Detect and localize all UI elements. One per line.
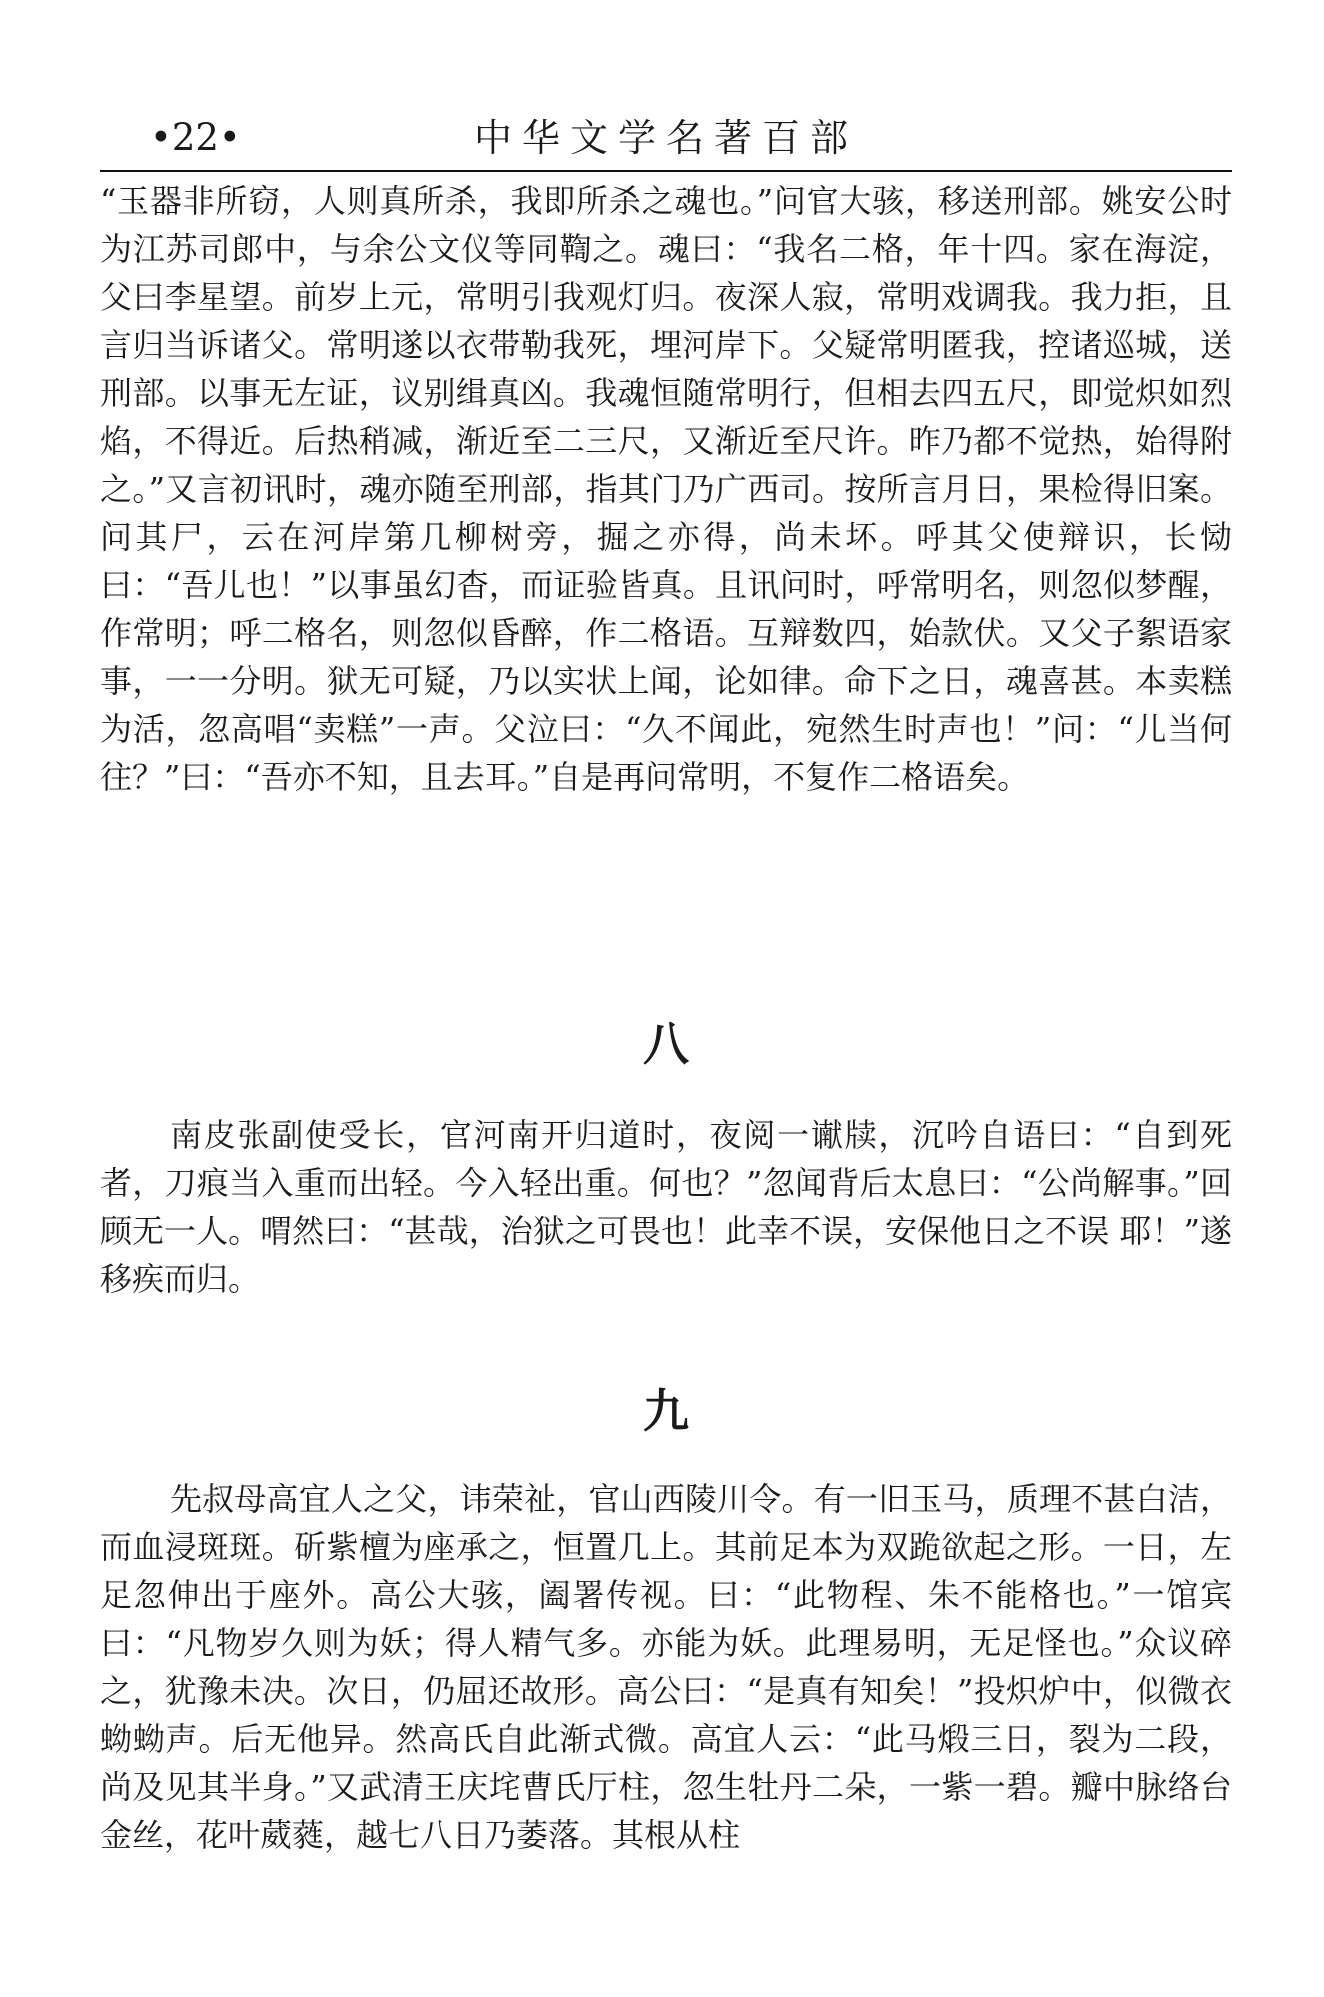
section-9-text: 先叔母高宜人之父，讳荣祉，官山西陵川令。有一旧玉马，质理不甚白洁，而血浸斑斑。斫紫檀为座承之，恒置几上。其前足本为双跪欲起之形。一日，左足忽伸出于座外。高公大骇，阖署传视。曰：“此物程、朱不能格也。”一馆宾曰：“凡物岁久则为妖；得人精气多。亦能为妖。此理易明，无足怪也。”众议碎之，犹豫未决。次日，仍屈还故形。高公曰：“是真有知矣！”投炽炉中，似微衣蚴蚴声。后无他异。然高氏自此渐式微。高宜人云：“此马煅三日，裂为二段，尚及见其半身。”又武清王庆垞曹氏厅柱，忽生牡丹二朵，一紫一碧。瓣中脉络台金丝，花叶葳蕤，越七八日乃萎落。其根从柱 xyxy=(100,1480,1232,1854)
book-title: 中华文学名著百部 xyxy=(473,116,858,160)
section-8-title: 八 xyxy=(643,1017,689,1071)
section-8-text: 南皮张副使受长，官河南开归道时，夜阅一谳牍，沉吟自语曰：“自到死者，刀痕当入重而出轻。今入轻出重。何也？”忽闻背后太息曰：“公尚解事。”回顾无一人。喟然曰：“甚哉，治狱之可畏也！此幸不误，安保他日之不误 耶！”遂移疾而归。 xyxy=(100,1116,1232,1298)
section-9-title: 九 xyxy=(643,1384,689,1438)
page-header xyxy=(100,108,1232,168)
page-number: •22• xyxy=(150,116,241,159)
passage-continuation: “玉器非所窃，人则真所杀，我即所杀之魂也。”问官大骇，移送刑部。姚安公时为江苏司郎中，与余公文仪等同鞫之。魂曰：“我名二格，年十四。家在海淀，父曰李星望。前岁上元，常明引我观灯归。夜深人寂，常明戏调我。我力拒，且言归当诉诸父。常明遂以衣带勒我死，埋河岸下。父疑常明匿我，控诸巡城，送刑部。以事无左证，议别缉真凶。我魂恒随常明行，但相去四五尺，即觉炽如烈焰，不得近。后热稍减，渐近至二三尺，又渐近至尺许。昨乃都不觉热，始得附之。”又言初讯时，魂亦随至刑部，指其门乃广西司。按所言月日，果检得旧案。问其尸，云在河岸第几柳树旁，掘之亦得，尚未坏。呼其父使辩识，长恸曰：“吾儿也！”以事虽幻杳，而证验皆真。且讯问时，呼常明名，则忽似梦醒，作常明；呼二格名，则忽似昏醉，作二格语。互辩数四，始款伏。又父子絮语家事，一一分明。狱无可疑，乃以实状上闻，论如律。命下之日，魂喜甚。本卖糕为活，忽高唱“卖糕”一声。父泣曰：“久不闻此，宛然生时声也！”问：“儿当何往？”曰：“吾亦不知，且去耳。”自是再问常明，不复作二格语矣。 xyxy=(100,182,1232,796)
header-divider xyxy=(100,170,1232,172)
